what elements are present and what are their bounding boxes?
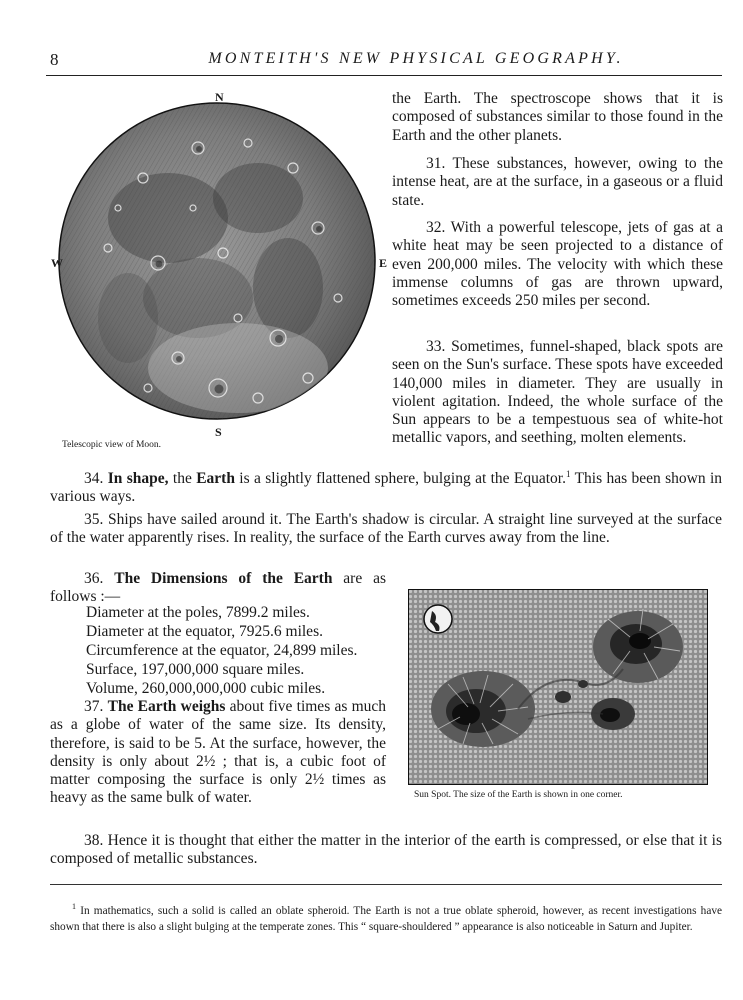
paragraph-34-article: the <box>168 470 197 488</box>
paragraph-continued: the Earth. The spectroscope shows that it is composed of substances similar to those found in the Earth and the other planets. <box>392 90 723 144</box>
dimension-item: Circumference at the equator, 24,899 miles. <box>86 642 358 659</box>
paragraph-36-heading: The Dimensions of the Earth <box>114 570 333 587</box>
paragraph-35: 35. Ships have sailed around it. The Earth's shadow is circular. A straight line surveyed at the surface of the water apparently rises. In reality, the surface of the Earth curves away from the line. <box>50 511 722 547</box>
paragraph-31: 31. These substances, however, owing to the intense heat, are at the surface, in a gaseous or a fluid state. <box>392 155 723 209</box>
dimension-item: Surface, 197,000,000 square miles. <box>86 661 305 678</box>
moon-figure <box>48 88 388 460</box>
paragraph-37 <box>50 698 386 808</box>
moon-illustration <box>48 88 388 460</box>
dimension-item: Diameter at the equator, 7925.6 miles. <box>86 623 323 640</box>
dimension-item: Diameter at the poles, 7899.2 miles. <box>86 604 310 621</box>
page-number: 8 <box>50 50 59 69</box>
sun-spot-figure <box>408 589 708 785</box>
paragraph-34-number: 34. <box>84 470 104 488</box>
compass-west-label: W <box>51 256 63 270</box>
paragraph-36-text: are as follows :— <box>50 570 386 606</box>
paragraph-38: 38. Hence it is thought that either the matter in the interior of the earth is compressed, or else that it is composed of metallic substances. <box>50 832 722 868</box>
paragraph-34-text: is a slightly flattened sphere, bulging at the Equator. <box>234 470 566 488</box>
paragraph-34-heading-earth: Earth <box>196 470 235 488</box>
paragraph-36-number: 36. <box>84 570 104 587</box>
paragraph-34 <box>50 465 722 507</box>
paragraph-37-number: 37. <box>84 698 104 715</box>
paragraph-36 <box>50 570 386 607</box>
paragraph-34-heading: In shape, <box>107 470 169 488</box>
paragraph-34-text-end: This has been shown in various ways. <box>50 470 723 506</box>
footnote <box>50 899 722 935</box>
compass-north-label: N <box>215 90 224 104</box>
footnote-text: In mathematics, such a solid is called an oblate spheroid. The Earth is not a true oblate spheroid, however, as recent investigations have shown that there is also a slight bulging at the temperate zones. This “ square-shouldered ” appearance is also noticeable in Saturn and Jupiter. <box>50 904 722 933</box>
earth-dimensions-list <box>86 603 396 698</box>
dimension-item: Volume, 260,000,000,000 cubic miles. <box>86 680 326 697</box>
header-rule <box>46 75 722 76</box>
footnote-mark: 1 <box>72 902 76 911</box>
running-head: MONTEITH'S NEW PHYSICAL GEOGRAPHY. <box>208 50 624 67</box>
sun-spot-caption: Sun Spot. The size of the Earth is shown in one corner. <box>414 790 623 800</box>
compass-south-label: S <box>215 425 222 439</box>
paragraph-33: 33. Sometimes, funnel-shaped, black spots are seen on the Sun's surface. These spots have exceeded 140,000 miles in diameter. They are usually in violent agitation. Indeed, the whole surface of the Sun appears to be a tempestuous sea of white-hot metallic vapors, and seething, molten elements. <box>392 338 723 447</box>
footnote-rule <box>50 884 722 885</box>
paragraph-37-heading: The Earth weighs <box>107 698 226 715</box>
sun-spot-illustration <box>408 589 708 785</box>
footnote-reference: 1 <box>566 469 571 479</box>
page-header <box>46 48 716 72</box>
moon-figure-caption: Telescopic view of Moon. <box>62 440 162 450</box>
paragraph-37-text: about five times as much as a globe of water of the same size. Its density, therefore, is said to be 5. At the surface, however, the density is only about 2½ ; that is, a cubic foot of matter composing the surface is only 2½ times as heavy as the same bulk of water. <box>50 698 387 807</box>
paragraph-32: 32. With a powerful telescope, jets of gas at a white heat may be seen projected to a distance of even 200,000 miles. The velocity with which these immense columns of gas are thrown upward, sometimes exceeds 250 miles per second. <box>392 219 723 310</box>
compass-east-label: E <box>379 256 388 270</box>
